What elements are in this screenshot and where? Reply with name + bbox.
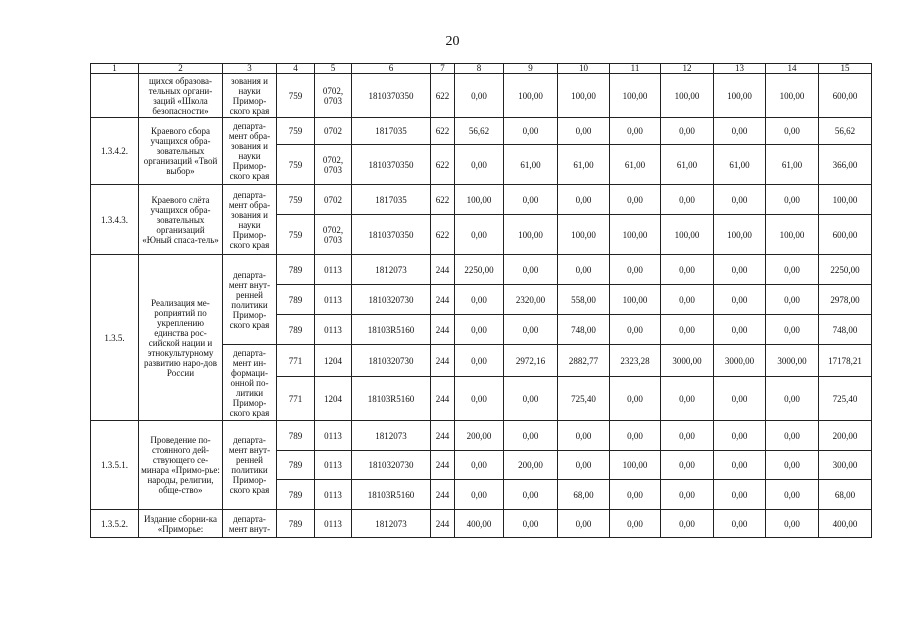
csr-cell: 1817035 (352, 118, 431, 145)
amount-cell: 61,00 (766, 145, 819, 185)
amount-cell: 0,00 (661, 421, 714, 451)
amount-cell: 0,00 (504, 315, 558, 345)
total-cell: 725,40 (819, 377, 872, 421)
column-header: 8 (455, 64, 504, 74)
amount-cell: 3000,00 (766, 345, 819, 377)
column-header: 7 (431, 64, 455, 74)
amount-cell: 0,00 (610, 480, 661, 510)
csr-cell: 18103R5160 (352, 315, 431, 345)
amount-cell: 0,00 (714, 255, 766, 285)
amount-cell: 0,00 (661, 480, 714, 510)
amount-cell: 0,00 (455, 315, 504, 345)
amount-cell: 0,00 (558, 510, 610, 538)
amount-cell: 0,00 (610, 315, 661, 345)
amount-cell: 100,00 (714, 215, 766, 255)
amount-cell: 0,00 (661, 185, 714, 215)
grbs-cell: 759 (277, 215, 315, 255)
amount-cell: 61,00 (714, 145, 766, 185)
amount-cell: 56,62 (455, 118, 504, 145)
header-row (91, 64, 872, 74)
grbs-cell: 771 (277, 377, 315, 421)
amount-cell: 0,00 (661, 118, 714, 145)
table-row (91, 118, 872, 145)
amount-cell: 100,00 (610, 215, 661, 255)
table-row (91, 421, 872, 451)
amount-cell: 0,00 (610, 377, 661, 421)
rzpr-cell: 0702 (315, 118, 352, 145)
csr-cell: 1812073 (352, 255, 431, 285)
csr-cell: 1817035 (352, 185, 431, 215)
amount-cell: 0,00 (455, 377, 504, 421)
total-cell: 400,00 (819, 510, 872, 538)
total-cell: 68,00 (819, 480, 872, 510)
amount-cell: 0,00 (558, 255, 610, 285)
total-cell: 2250,00 (819, 255, 872, 285)
amount-cell: 61,00 (504, 145, 558, 185)
amount-cell: 2250,00 (455, 255, 504, 285)
vr-cell: 244 (431, 451, 455, 480)
amount-cell: 61,00 (661, 145, 714, 185)
rzpr-cell: 0113 (315, 480, 352, 510)
executor-name: департа-мент обра-зования и науки Примор-ского края (223, 118, 277, 185)
amount-cell: 0,00 (766, 315, 819, 345)
amount-cell: 0,00 (766, 255, 819, 285)
amount-cell: 0,00 (714, 118, 766, 145)
amount-cell: 100,00 (766, 215, 819, 255)
activity-name: Краевого сбора учащихся обра-зовательных организаций «Твой выбор» (139, 118, 223, 185)
amount-cell: 0,00 (714, 315, 766, 345)
budget-table (90, 63, 872, 538)
amount-cell: 725,40 (558, 377, 610, 421)
grbs-cell: 759 (277, 118, 315, 145)
vr-cell: 244 (431, 255, 455, 285)
vr-cell: 622 (431, 215, 455, 255)
vr-cell: 244 (431, 377, 455, 421)
amount-cell: 0,00 (558, 421, 610, 451)
rzpr-cell: 1204 (315, 345, 352, 377)
grbs-cell: 789 (277, 421, 315, 451)
amount-cell: 0,00 (504, 255, 558, 285)
grbs-cell: 789 (277, 510, 315, 538)
column-header: 10 (558, 64, 610, 74)
amount-cell: 2323,28 (610, 345, 661, 377)
vr-cell: 244 (431, 510, 455, 538)
executor-name: департа-мент внут- (223, 510, 277, 538)
item-code: 1.3.5.2. (91, 510, 139, 538)
total-cell: 366,00 (819, 145, 872, 185)
amount-cell: 0,00 (504, 377, 558, 421)
vr-cell: 244 (431, 315, 455, 345)
rzpr-cell: 0113 (315, 255, 352, 285)
amount-cell: 0,00 (504, 510, 558, 538)
amount-cell: 100,00 (610, 451, 661, 480)
amount-cell: 0,00 (610, 118, 661, 145)
amount-cell: 3000,00 (714, 345, 766, 377)
amount-cell: 100,00 (455, 185, 504, 215)
executor-name: департа-мент внут-ренней политики Примор-ского края (223, 255, 277, 345)
activity-name: Краевого слёта учащихся обра-зовательных организаций «Юный спаса-тель» (139, 185, 223, 255)
column-header: 2 (139, 64, 223, 74)
amount-cell: 0,00 (714, 480, 766, 510)
csr-cell: 18103R5160 (352, 377, 431, 421)
csr-cell: 1812073 (352, 421, 431, 451)
executor-name: департа-мент обра-зования и науки Примор-ского края (223, 185, 277, 255)
grbs-cell: 789 (277, 285, 315, 315)
vr-cell: 622 (431, 185, 455, 215)
amount-cell: 0,00 (504, 118, 558, 145)
amount-cell: 0,00 (455, 145, 504, 185)
amount-cell: 0,00 (714, 451, 766, 480)
column-header: 6 (352, 64, 431, 74)
amount-cell: 748,00 (558, 315, 610, 345)
executor-name: зования и науки Примор-ского края (223, 74, 277, 118)
grbs-cell: 759 (277, 74, 315, 118)
amount-cell: 0,00 (766, 377, 819, 421)
csr-cell: 1812073 (352, 510, 431, 538)
vr-cell: 622 (431, 145, 455, 185)
executor-name: департа-мент ин-формаци-онной по-литики Примор-ского края (223, 345, 277, 421)
amount-cell: 3000,00 (661, 345, 714, 377)
amount-cell: 61,00 (558, 145, 610, 185)
amount-cell: 0,00 (504, 480, 558, 510)
activity-name: Издание сборни-ка «Приморье: (139, 510, 223, 538)
amount-cell: 0,00 (455, 285, 504, 315)
vr-cell: 244 (431, 285, 455, 315)
amount-cell: 0,00 (766, 451, 819, 480)
rzpr-cell: 1204 (315, 377, 352, 421)
amount-cell: 0,00 (661, 510, 714, 538)
amount-cell: 0,00 (558, 118, 610, 145)
amount-cell: 100,00 (558, 74, 610, 118)
total-cell: 600,00 (819, 74, 872, 118)
amount-cell: 0,00 (714, 510, 766, 538)
amount-cell: 0,00 (714, 285, 766, 315)
amount-cell: 0,00 (661, 451, 714, 480)
rzpr-cell: 0702, 0703 (315, 145, 352, 185)
activity-name: Проведение по-стоянного дей-ствующего се-минара «Примо-рье: народы, религии, обще-ство» (139, 421, 223, 510)
table-row (91, 74, 872, 118)
rzpr-cell: 0113 (315, 451, 352, 480)
amount-cell: 0,00 (455, 480, 504, 510)
csr-cell: 18103R5160 (352, 480, 431, 510)
item-code: 1.3.5. (91, 255, 139, 421)
amount-cell: 0,00 (661, 315, 714, 345)
amount-cell: 0,00 (661, 285, 714, 315)
grbs-cell: 759 (277, 185, 315, 215)
column-header: 13 (714, 64, 766, 74)
grbs-cell: 789 (277, 451, 315, 480)
amount-cell: 200,00 (504, 451, 558, 480)
total-cell: 300,00 (819, 451, 872, 480)
rzpr-cell: 0113 (315, 285, 352, 315)
amount-cell: 0,00 (766, 421, 819, 451)
amount-cell: 0,00 (714, 421, 766, 451)
vr-cell: 622 (431, 118, 455, 145)
amount-cell: 100,00 (610, 74, 661, 118)
csr-cell: 1810370350 (352, 215, 431, 255)
grbs-cell: 789 (277, 480, 315, 510)
rzpr-cell: 0113 (315, 315, 352, 345)
amount-cell: 0,00 (766, 510, 819, 538)
activity-name: щихся образова-тельных органи-заций «Школа безопасности» (139, 74, 223, 118)
item-code: 1.3.5.1. (91, 421, 139, 510)
amount-cell: 0,00 (455, 215, 504, 255)
total-cell: 600,00 (819, 215, 872, 255)
amount-cell: 100,00 (661, 74, 714, 118)
table-row (91, 185, 872, 215)
activity-name: Реализация ме-роприятий по укреплению единства рос-сийской нации и этнокультурному развитию наро-дов России (139, 255, 223, 421)
column-header: 15 (819, 64, 872, 74)
amount-cell: 0,00 (766, 118, 819, 145)
grbs-cell: 789 (277, 255, 315, 285)
grbs-cell: 771 (277, 345, 315, 377)
csr-cell: 1810320730 (352, 285, 431, 315)
amount-cell: 100,00 (504, 215, 558, 255)
amount-cell: 0,00 (455, 74, 504, 118)
amount-cell: 100,00 (661, 215, 714, 255)
column-header: 3 (223, 64, 277, 74)
amount-cell: 0,00 (455, 345, 504, 377)
total-cell: 100,00 (819, 185, 872, 215)
amount-cell: 400,00 (455, 510, 504, 538)
amount-cell: 2882,77 (558, 345, 610, 377)
column-header: 11 (610, 64, 661, 74)
rzpr-cell: 0702 (315, 185, 352, 215)
column-header: 4 (277, 64, 315, 74)
amount-cell: 100,00 (504, 74, 558, 118)
amount-cell: 100,00 (558, 215, 610, 255)
amount-cell: 0,00 (610, 421, 661, 451)
grbs-cell: 759 (277, 145, 315, 185)
amount-cell: 0,00 (661, 377, 714, 421)
column-header: 14 (766, 64, 819, 74)
amount-cell: 2320,00 (504, 285, 558, 315)
grbs-cell: 789 (277, 315, 315, 345)
amount-cell: 0,00 (766, 480, 819, 510)
total-cell: 56,62 (819, 118, 872, 145)
amount-cell: 0,00 (610, 255, 661, 285)
amount-cell: 61,00 (610, 145, 661, 185)
rzpr-cell: 0702, 0703 (315, 74, 352, 118)
vr-cell: 244 (431, 480, 455, 510)
amount-cell: 100,00 (610, 285, 661, 315)
csr-cell: 1810320730 (352, 451, 431, 480)
item-code: 1.3.4.3. (91, 185, 139, 255)
amount-cell: 0,00 (558, 451, 610, 480)
executor-name: департа-мент внут-ренней политики Примор-ского края (223, 421, 277, 510)
amount-cell: 0,00 (610, 510, 661, 538)
page-number: 20 (445, 34, 460, 49)
vr-cell: 244 (431, 345, 455, 377)
rzpr-cell: 0113 (315, 510, 352, 538)
item-code (91, 74, 139, 118)
amount-cell: 0,00 (455, 451, 504, 480)
csr-cell: 1810320730 (352, 345, 431, 377)
total-cell: 200,00 (819, 421, 872, 451)
table-row (91, 510, 872, 538)
amount-cell: 0,00 (504, 185, 558, 215)
total-cell: 2978,00 (819, 285, 872, 315)
amount-cell: 0,00 (504, 421, 558, 451)
total-cell: 748,00 (819, 315, 872, 345)
amount-cell: 558,00 (558, 285, 610, 315)
amount-cell: 0,00 (558, 185, 610, 215)
amount-cell: 0,00 (714, 377, 766, 421)
total-cell: 17178,21 (819, 345, 872, 377)
rzpr-cell: 0113 (315, 421, 352, 451)
column-header: 9 (504, 64, 558, 74)
amount-cell: 0,00 (610, 185, 661, 215)
amount-cell: 0,00 (661, 255, 714, 285)
amount-cell: 2972,16 (504, 345, 558, 377)
column-header: 12 (661, 64, 714, 74)
amount-cell: 100,00 (766, 74, 819, 118)
item-code: 1.3.4.2. (91, 118, 139, 185)
column-header: 5 (315, 64, 352, 74)
amount-cell: 200,00 (455, 421, 504, 451)
rzpr-cell: 0702, 0703 (315, 215, 352, 255)
vr-cell: 244 (431, 421, 455, 451)
amount-cell: 0,00 (714, 185, 766, 215)
csr-cell: 1810370350 (352, 74, 431, 118)
vr-cell: 622 (431, 74, 455, 118)
amount-cell: 100,00 (714, 74, 766, 118)
amount-cell: 68,00 (558, 480, 610, 510)
amount-cell: 0,00 (766, 185, 819, 215)
column-header: 1 (91, 64, 139, 74)
csr-cell: 1810370350 (352, 145, 431, 185)
table-row (91, 255, 872, 285)
amount-cell: 0,00 (766, 285, 819, 315)
